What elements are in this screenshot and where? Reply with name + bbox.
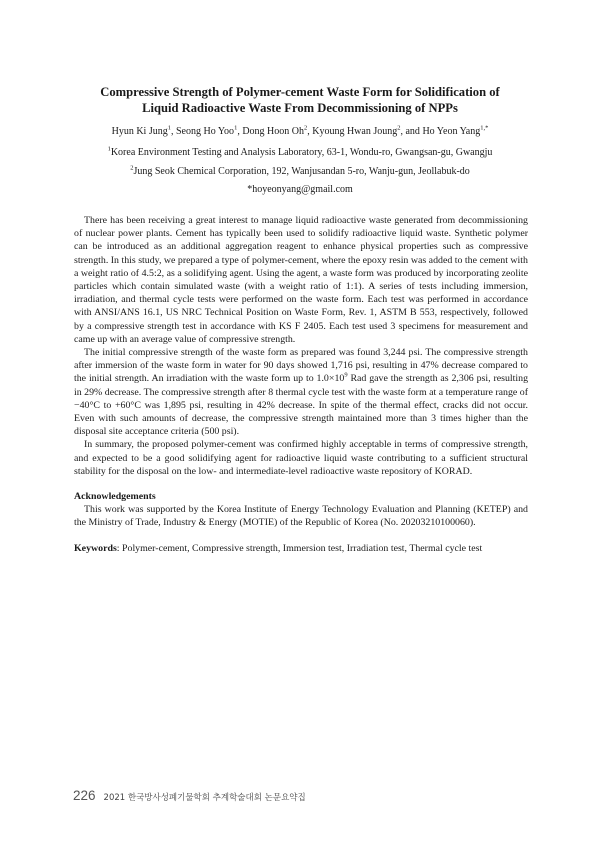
affiliation-1 bbox=[40, 146, 560, 159]
author-list bbox=[40, 125, 560, 138]
author-name: Seong Ho Yoo bbox=[175, 126, 235, 137]
title-line-1: Compressive Strength of Polymer-cement Waste Form for Solidification of bbox=[100, 85, 500, 99]
author-affil-mark: 1,* bbox=[480, 124, 489, 132]
affiliation-mark: 2 bbox=[130, 164, 134, 172]
exponent: 9 bbox=[344, 372, 348, 380]
author-name: Dong Hoon Oh bbox=[242, 126, 304, 137]
keywords-label: Keywords bbox=[74, 542, 117, 554]
author-affil-mark: 1 bbox=[234, 124, 238, 132]
author-name: Kyoung Hwan Joung bbox=[312, 126, 398, 137]
title-line-2: Liquid Radioactive Waste From Decommissioning of NPPs bbox=[142, 101, 458, 115]
author-affil-mark: 2 bbox=[397, 124, 401, 132]
keywords-text: : Polymer-cement, Compressive strength, Immersion test, Irradiation test, Thermal cycle test bbox=[116, 542, 483, 554]
abstract-paragraph-2 bbox=[74, 346, 528, 438]
page-number: 226 bbox=[73, 788, 96, 803]
affiliation-text: Jung Seok Chemical Corporation, 192, Wanjusandan 5-ro, Wanju-gun, Jeollabuk-do bbox=[133, 166, 470, 177]
author-name: Hyun Ki Jung bbox=[111, 126, 168, 137]
page-footer bbox=[73, 788, 306, 804]
author-and: , and bbox=[400, 126, 423, 137]
paragraph-text: Rad gave the strength as 2,306 psi, resulting in 29% decrease. The compressive strength after 8 thermal cycle test with the waste form at a temperature range of −40°C to +60°C was 1,895 psi, resulting in 42% decrease. In spite of the thermal effect, cracks did not occur. Even with such amounts of decrease, the compressive strength maintained more than 3 times higher than the disposal site acceptance criteria (500 psi). bbox=[74, 373, 529, 438]
author-separator: , bbox=[170, 126, 176, 137]
author-affil-mark: 1 bbox=[167, 124, 171, 132]
affiliation-mark: 1 bbox=[107, 145, 111, 153]
acknowledgements-text: This work was supported by the Korea Institute of Energy Technology Evaluation and Planning (KETEP) and the Ministry of Trade, Industry & Energy (MOTIE) of the Republic of Korea (No. 20203210100060). bbox=[74, 504, 528, 529]
author-name: Ho Yeon Yang bbox=[422, 126, 481, 137]
abstract-paragraph-1: There has been receiving a great interest to manage liquid radioactive waste generated from decommissioning of nuclear power plants. Cement has typically been used to solidify radioactive liquid waste. Synthetic polymer can be introduced as an additional aggregation reagent to enhance physical properties such as compressive strength. In this study, we prepared a type of polymer-cement, where the epoxy resin was added to the cement with a weight ratio of 4.5:2, as a solidifying agent. Using the agent, a waste form was produced by incorporating zeolite particles which contain simulated waste (with a weight ratio of 1:1). A series of tests including immersion, irradiation, and thermal cycle tests were performed on the waste form. Each test was performed in accordance with ANSI/ANS 16.1, US NRC Technical Position on Waste Form, Rev. 1, ASTM B 553, respectively, followed by a compressive strength test in accordance with KS F 2405. Each test used 3 specimens for measurement and came up with an average value of compressive strength. bbox=[74, 215, 528, 345]
abstract-body bbox=[74, 214, 528, 555]
paper-title bbox=[60, 84, 540, 116]
paragraph-text: The initial compressive strength of the waste form as prepared was found 3,244 psi. The compressive strength after immersion of the waste form in water for 90 days showed 1,716 psi, resulting in 47% decrease compared to the initial strength. An irradiation with the waste form up to 1.0×10 bbox=[74, 347, 528, 385]
acknowledgements-heading: Acknowledgements bbox=[74, 491, 156, 503]
author-separator: , bbox=[237, 126, 243, 137]
author-affil-mark: 2 bbox=[303, 124, 308, 132]
affiliation-text: Korea Environment Testing and Analysis Laboratory, 63-1, Wondu-ro, Gwangsan-gu, Gwangju bbox=[110, 147, 493, 158]
corresponding-email: *hoyeonyang@gmail.com bbox=[247, 184, 353, 195]
abstract-paragraph-3: In summary, the proposed polymer-cement was confirmed highly acceptable in terms of compressive strength, and expected to be a good solidifying agent for radioactive liquid waste contributing to a sufficient structural stability for the disposal on the low- and intermediate-level radioactive waste repository of KORAD. bbox=[74, 439, 528, 477]
proceedings-name: 2021 한국방사성폐기물학회 추계학술대회 논문요약집 bbox=[103, 793, 306, 803]
affiliation-2 bbox=[40, 165, 560, 178]
keywords bbox=[74, 542, 528, 555]
author-separator: , bbox=[307, 126, 313, 137]
